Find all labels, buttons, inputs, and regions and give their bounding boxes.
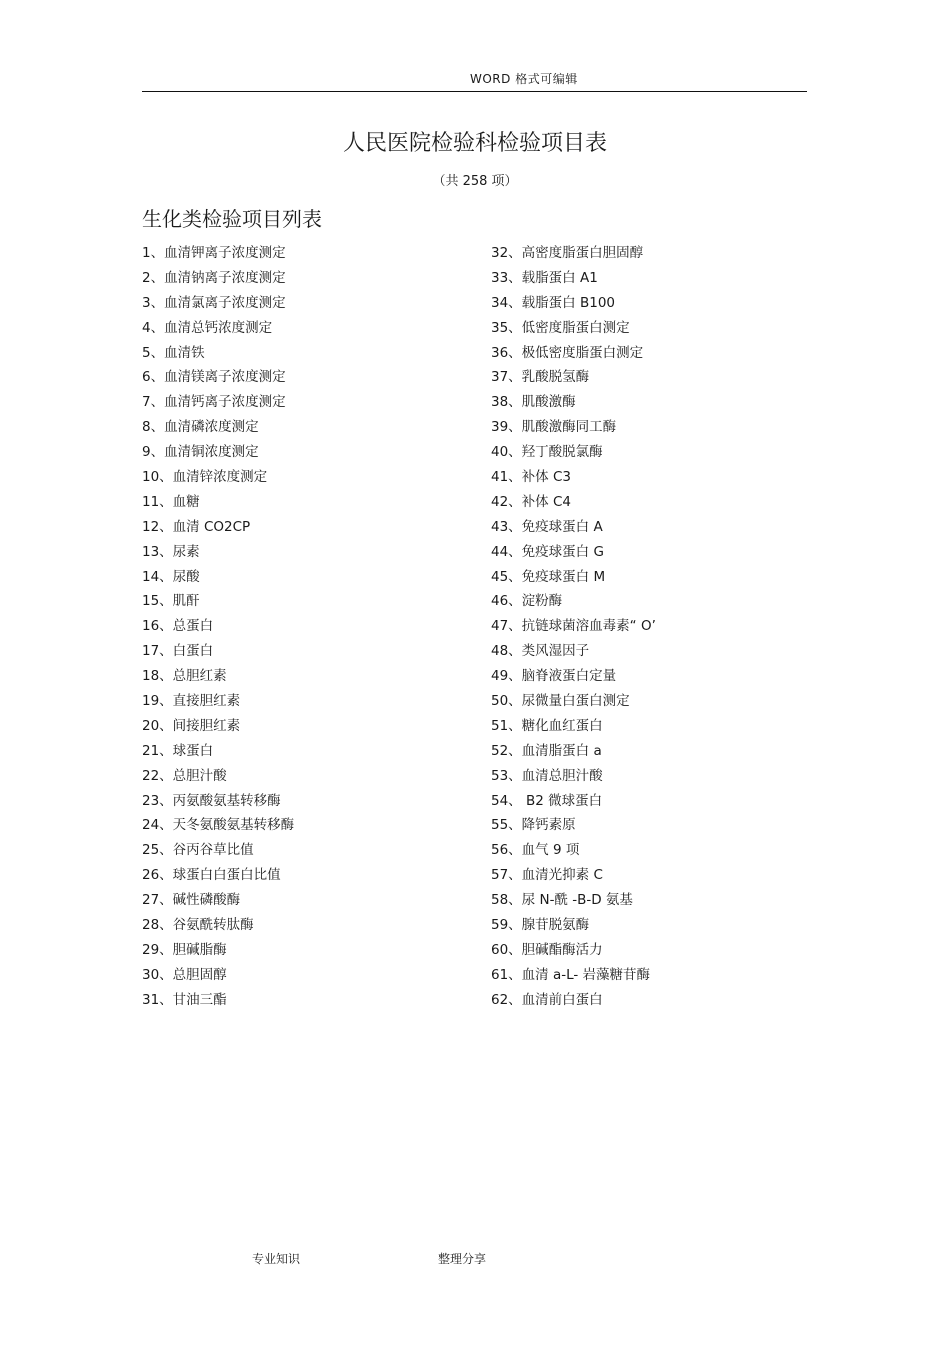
- list-item: 32、高密度脂蛋白胆固醇: [491, 245, 644, 261]
- list-item: 55、降钙素原: [491, 817, 576, 834]
- list-item: 57、血清光抑素 C: [491, 867, 603, 884]
- list-item: 29、胆碱脂酶: [142, 941, 227, 958]
- list-item: 47、抗链球菌溶血毒素“ O’: [491, 618, 656, 635]
- list-item: 50、尿微量白蛋白测定: [491, 693, 630, 710]
- list-item: 26、球蛋白白蛋白比值: [142, 867, 281, 884]
- right-item-list: [491, 241, 821, 1013]
- list-item: 30、总胆固醇: [142, 966, 227, 983]
- list-item: 22、总胆汁酸: [142, 767, 227, 784]
- list-item: 19、直接胆红素: [142, 693, 241, 710]
- list-item: 36、极低密度脂蛋白测定: [491, 344, 644, 361]
- list-item: 52、血清脂蛋白 a: [491, 742, 602, 759]
- list-item: 37、乳酸脱氢酶: [491, 369, 590, 386]
- list-item: 16、总蛋白: [142, 618, 214, 635]
- list-item: 6、血清镁离子浓度测定: [142, 369, 286, 386]
- list-item: 4、血清总钙浓度测定: [142, 319, 273, 336]
- list-item: 60、胆碱酯酶活力: [491, 941, 603, 958]
- list-item: 54、 B2 微球蛋白: [491, 792, 603, 809]
- list-item: 42、补体 C4: [491, 493, 571, 510]
- list-item: 33、载脂蛋白 A1: [491, 269, 598, 286]
- list-item: 1、血清钾离子浓度测定: [142, 245, 286, 261]
- list-item: 59、腺苷脱氨酶: [491, 917, 590, 934]
- list-item: 14、尿酸: [142, 568, 200, 585]
- list-item: 7、血清钙离子浓度测定: [142, 394, 286, 411]
- list-item: 2、血清钠离子浓度测定: [142, 269, 286, 286]
- list-item: 40、羟丁酸脱氯酶: [491, 444, 603, 461]
- list-item: 56、血气 9 项: [491, 842, 580, 859]
- footer-left-text: 专业知识: [252, 1252, 301, 1266]
- list-item: 13、尿素: [142, 543, 200, 560]
- list-item: 15、肌酐: [142, 593, 200, 610]
- list-item: 28、谷氨酰转肽酶: [142, 917, 254, 934]
- footer-right-text: 整理分享: [438, 1252, 487, 1266]
- list-item: 11、血糖: [142, 493, 200, 510]
- list-item: 45、免疫球蛋白 M: [491, 568, 606, 585]
- list-item: 58、尿 N-酰 -B-D 氨基: [491, 892, 633, 909]
- list-item: 24、天冬氨酸氨基转移酶: [142, 817, 295, 834]
- list-item: 25、谷丙谷草比值: [142, 842, 254, 859]
- list-item: 61、血清 a-L- 岩藻糖苷酶: [491, 966, 651, 983]
- list-item: 62、血清前白蛋白: [491, 991, 603, 1008]
- list-item: 9、血清铜浓度测定: [142, 444, 259, 461]
- list-item: 48、类风湿因子: [491, 643, 590, 660]
- header-divider: [142, 91, 807, 92]
- left-item-list: [142, 241, 472, 1013]
- list-item: 21、球蛋白: [142, 742, 214, 759]
- list-item: 5、血清铁: [142, 344, 205, 361]
- list-item: 18、总胆红素: [142, 668, 227, 685]
- list-item: 49、脑脊液蛋白定量: [491, 668, 617, 685]
- list-item: 27、碱性磷酸酶: [142, 892, 241, 909]
- section-title: 生化类检验项目列表: [142, 207, 322, 231]
- list-item: 12、血清 CO2CP: [142, 518, 251, 535]
- list-item: 38、肌酸激酶: [491, 394, 576, 411]
- list-item: 46、淀粉酶: [491, 593, 563, 610]
- list-item: 53、血清总胆汁酸: [491, 767, 603, 784]
- list-item: 10、血清锌浓度测定: [142, 469, 268, 486]
- list-item: 34、载脂蛋白 B100: [491, 294, 615, 311]
- list-item: 23、丙氨酸氨基转移酶: [142, 792, 281, 809]
- list-item: 17、白蛋白: [142, 643, 214, 660]
- list-item: 31、甘油三酯: [142, 991, 227, 1008]
- list-item: 20、间接胆红素: [142, 717, 241, 734]
- list-item: 44、免疫球蛋白 G: [491, 543, 604, 560]
- list-item: 43、免疫球蛋白 A: [491, 518, 603, 535]
- list-item: 51、糖化血红蛋白: [491, 717, 603, 734]
- list-item: 39、肌酸激酶同工酶: [491, 419, 617, 436]
- list-item: 35、低密度脂蛋白测定: [491, 319, 630, 336]
- list-item: 41、补体 C3: [491, 469, 571, 486]
- list-item: 3、血清氯离子浓度测定: [142, 294, 286, 311]
- header-label: WORD 格式可编辑: [470, 72, 578, 86]
- page-subtitle: （共 258 项）: [432, 174, 518, 189]
- list-item: 8、血清磷浓度测定: [142, 419, 259, 436]
- page-title: 人民医院检验科检验项目表: [342, 131, 607, 156]
